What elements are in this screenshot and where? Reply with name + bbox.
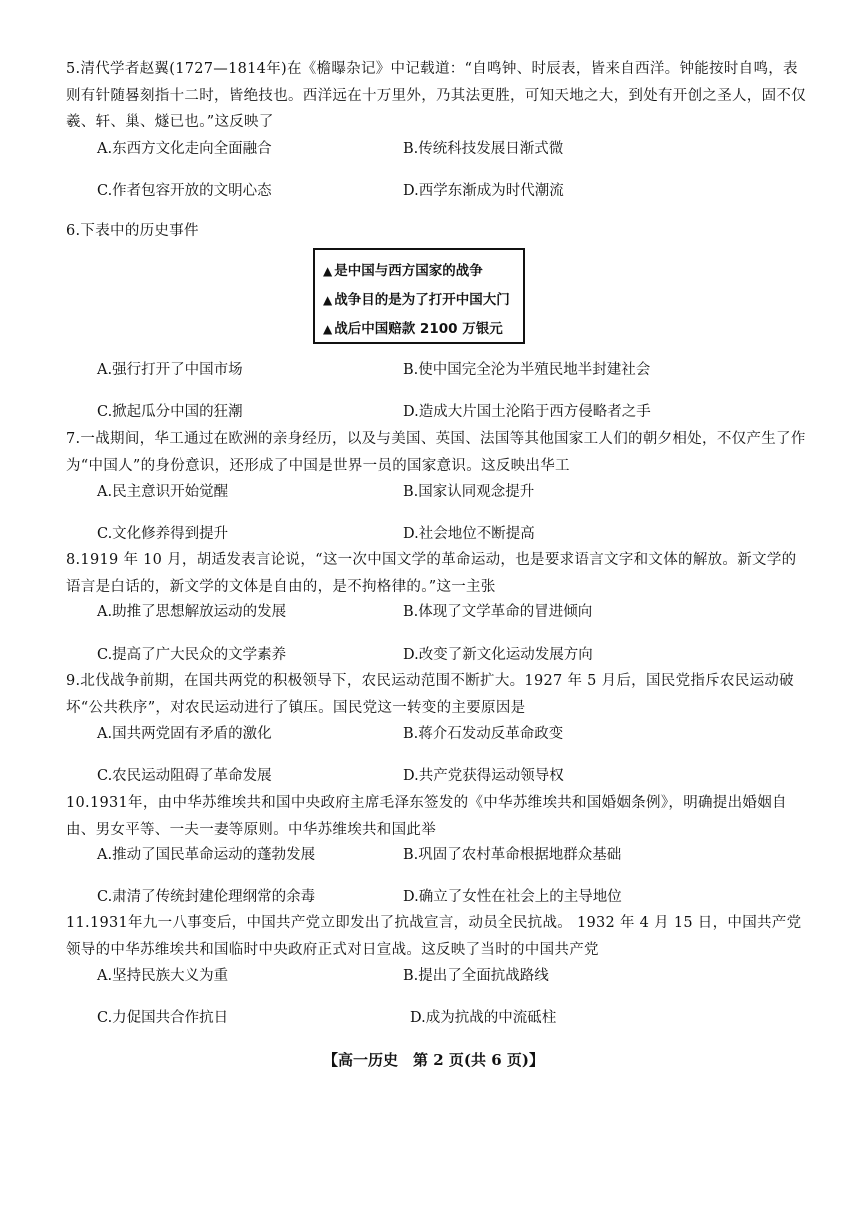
question-8	[66, 547, 811, 600]
triangle-icon: ▲	[323, 322, 333, 336]
option-c: C.肃清了传统封建伦理纲常的余毒	[97, 889, 316, 905]
option-d: D.西学东渐成为时代潮流	[403, 183, 564, 199]
option-d: D.成为抗战的中流砥柱	[410, 1010, 557, 1026]
option-a: A.助推了思想解放运动的发展	[97, 604, 287, 620]
question-stem: 8.1919 年 10 月，胡适发表言论说，“这一次中国文学的革命运动，也是要求语言文字和文体的解放。新文学的语言是白话的，新文学的文体是自由的，是不拘格律的。”这一主张	[66, 552, 797, 595]
question-11	[66, 910, 811, 963]
option-b: B.国家认同观念提升	[403, 484, 535, 500]
option-c: C.农民运动阻碍了革命发展	[97, 768, 272, 784]
table-row	[323, 259, 483, 279]
question-6	[66, 218, 811, 245]
option-a: A.民主意识开始觉醒	[97, 484, 229, 500]
option-a: A.推动了国民革命运动的蓬勃发展	[97, 847, 316, 863]
option-a: A.国共两党固有矛盾的激化	[97, 726, 272, 742]
table-row-text: 战后中国赔款 2100 万银元	[334, 321, 503, 337]
event-table	[313, 248, 525, 344]
option-c: C.文化修养得到提升	[97, 526, 229, 542]
table-row-text: 是中国与西方国家的战争	[334, 263, 483, 279]
question-7	[66, 426, 811, 479]
triangle-icon: ▲	[323, 264, 333, 278]
table-row-text: 战争目的是为了打开中国大门	[334, 292, 510, 308]
question-9	[66, 668, 811, 721]
option-b: B.提出了全面抗战路线	[403, 968, 549, 984]
option-d: D.确立了女性在社会上的主导地位	[403, 889, 622, 905]
option-d: D.造成大片国土沦陷于西方侵略者之手	[403, 404, 651, 420]
option-b: B.使中国完全沦为半殖民地半封建社会	[403, 362, 651, 378]
question-stem: 10.1931年，由中华苏维埃共和国中央政府主席毛泽东签发的《中华苏维埃共和国婚姻条例》，明确提出婚姻自由、男女平等、一夫一妻等原则。中华苏维埃共和国此举	[66, 795, 787, 838]
triangle-icon: ▲	[323, 293, 333, 307]
question-stem: 9.北伐战争前期，在国共两党的积极领导下，农民运动范围不断扩大。1927 年 5 月后，国民党指斥农民运动破坏“公共秩序”，对农民运动进行了镇压。国民党这一转变的主要原因是	[66, 673, 794, 716]
page-footer: 【高一历史 第 2 页(共 6 页)】	[323, 1051, 544, 1069]
option-b: B.体现了文学革命的冒进倾向	[403, 604, 593, 620]
option-c: C.力促国共合作抗日	[97, 1010, 229, 1026]
option-b: B.巩固了农村革命根据地群众基础	[403, 847, 622, 863]
option-c: C.掀起瓜分中国的狂潮	[97, 404, 243, 420]
question-stem: 6.下表中的历史事件	[66, 223, 199, 239]
option-c: C.提高了广大民众的文学素养	[97, 647, 287, 663]
question-10	[66, 790, 811, 843]
option-c: C.作者包容开放的文明心态	[97, 183, 272, 199]
question-stem: 7.一战期间，华工通过在欧洲的亲身经历，以及与美国、英国、法国等其他国家工人们的朝夕相处，不仅产生了作为“中国人”的身份意识，还形成了中国是世界一员的国家意识。这反映出华工	[66, 431, 806, 474]
option-a: A.东西方文化走向全面融合	[97, 141, 272, 157]
table-row	[323, 317, 503, 337]
question-stem: 11.1931年九一八事变后，中国共产党立即发出了抗战宣言，动员全民抗战。 1932 年 4 月 15 日，中国共产党领导的中华苏维埃共和国临时中央政府正式对日宣战。这反映了当时的中国共产党	[66, 915, 802, 958]
question-stem: 5.清代学者赵翼(1727—1814年)在《檐曝杂记》中记载道：“自鸣钟、时辰表，皆来自西洋。钟能按时自鸣，表则有针随晷刻指十二时，皆绝技也。西洋远在十万里外，乃其法更胜，可知天地之大，到处有开创之圣人，固不仅羲、轩、巢、燧已也。”这反映了	[66, 61, 806, 130]
option-d: D.改变了新文化运动发展方向	[403, 647, 593, 663]
table-row	[323, 288, 510, 308]
option-a: A.坚持民族大义为重	[97, 968, 229, 984]
question-5	[66, 56, 811, 136]
option-b: B.传统科技发展日渐式微	[403, 141, 564, 157]
option-b: B.蒋介石发动反革命政变	[403, 726, 564, 742]
option-a: A.强行打开了中国市场	[97, 362, 243, 378]
option-d: D.共产党获得运动领导权	[403, 768, 564, 784]
option-d: D.社会地位不断提高	[403, 526, 535, 542]
